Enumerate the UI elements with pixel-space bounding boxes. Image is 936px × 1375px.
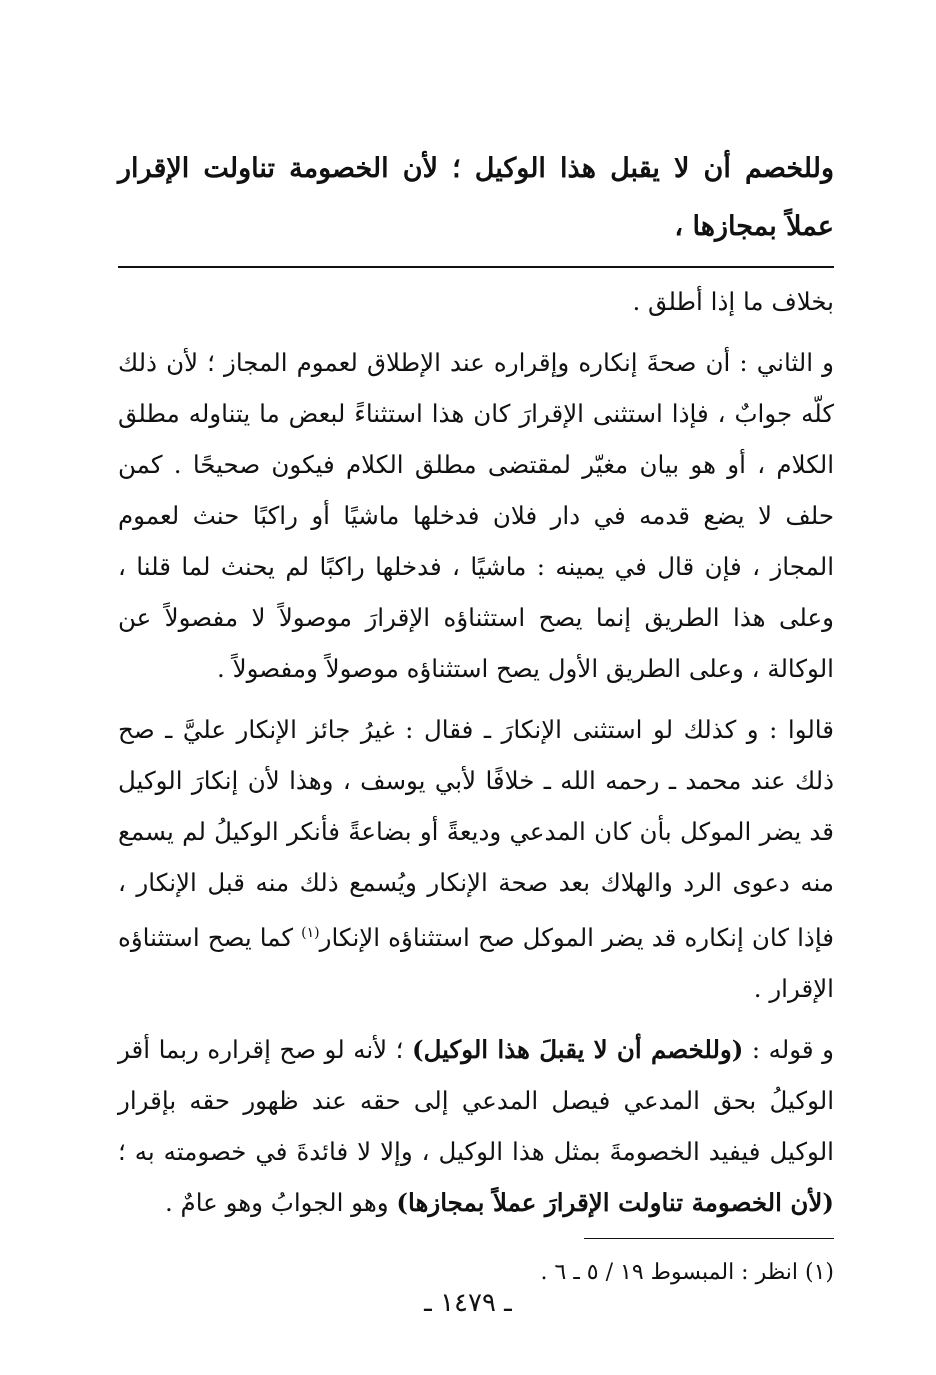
footnote-marker[interactable]: (١): [301, 925, 320, 941]
paragraph-4-end: وهو الجوابُ وهو عامٌ .: [164, 1188, 397, 1218]
paragraph-3-text: قالوا : و كذلك لو استثنى الإنكارَ ـ فقال : غيرُ جائز الإنكار عليَّ ـ صح ذلك عند محمد ـ رحمه الله ـ خلافًا لأبي يوسف ، وهذا لأن إنكارَ الوكيل قد يضر الموكل بأن كان المدعي وديعةً أو بضاعةً فأنكر الوكيلُ لم يسمع منه دعوى الرد والهلاك بعد صحة الإنكار ويُسمع ذلك منه قبل الإنكار ، فإذا كان إنكاره قد يضر الموكل صح استثناؤه الإنكار: [118, 715, 835, 953]
paragraph-4-mid: ؛ لأنه لو صح إقراره ربما أقر الوكيلُ بحق المدعي فيصل المدعي إلى حقه عند ظهور حقه بإقرار الوكيل فيفيد الخصومةَ بمثل هذا الوكيل ، وإلا لا فائدةَ في خصومته به ؛: [118, 1035, 834, 1167]
commentary: [118, 276, 834, 1228]
matn-text: وللخصم أن لا يقبل هذا الوكيل ؛ لأن الخصومة تناولت الإقرار عملاً بمجازها ،: [118, 153, 834, 242]
page-number: ـ ١٤٧٩ ـ: [424, 1288, 512, 1318]
paragraph-2: و الثاني : أن صحةَ إنكاره وإقراره عند الإطلاق لعموم المجاز ؛ لأن ذلك كلّه جوابٌ ، فإذا استثنى الإقرارَ كان هذا استثناءً لبعض ما يتناوله مطلق الكلام ، أو هو بيان مغيّر لمقتضى مطلق الكلام فيكون صحيحًا . كمن حلف لا يضع قدمه في دار فلان فدخلها ماشيًا أو راكبًا حنث لعموم المجاز ، فإن قال في يمينه : ماشيًا ، فدخلها راكبًا لم يحنث لما قلنا ، وعلى هذا الطريق إنما يصح استثناؤه الإقرارَ موصولاً لا مفصولاً عن الوكالة ، وعلى الطريق الأول يصح استثناؤه موصولاً ومفصولاً .: [118, 348, 834, 683]
page-body: [118, 140, 834, 1291]
matn-divider: [118, 266, 834, 268]
paragraph-4: [118, 1024, 834, 1228]
footnote-divider: [584, 1238, 834, 1239]
paragraph-4-intro: و قوله :: [743, 1035, 834, 1065]
paragraph-1: بخلاف ما إذا أطلق .: [632, 287, 834, 316]
matn-quote-1: (وللخصم أن لا يقبلَ هذا الوكيل): [411, 1035, 744, 1065]
footnote-1: (١) انظر : المبسوط ١٩ / ٥ ـ ٦ .: [540, 1260, 834, 1286]
paragraph-3-end: كما يصح استثناؤه الإقرار .: [118, 923, 834, 1004]
paragraph-3: [118, 704, 834, 1014]
matn-quote-2: (لأن الخصومة تناولت الإقرارَ عملاً بمجازها): [396, 1188, 834, 1218]
